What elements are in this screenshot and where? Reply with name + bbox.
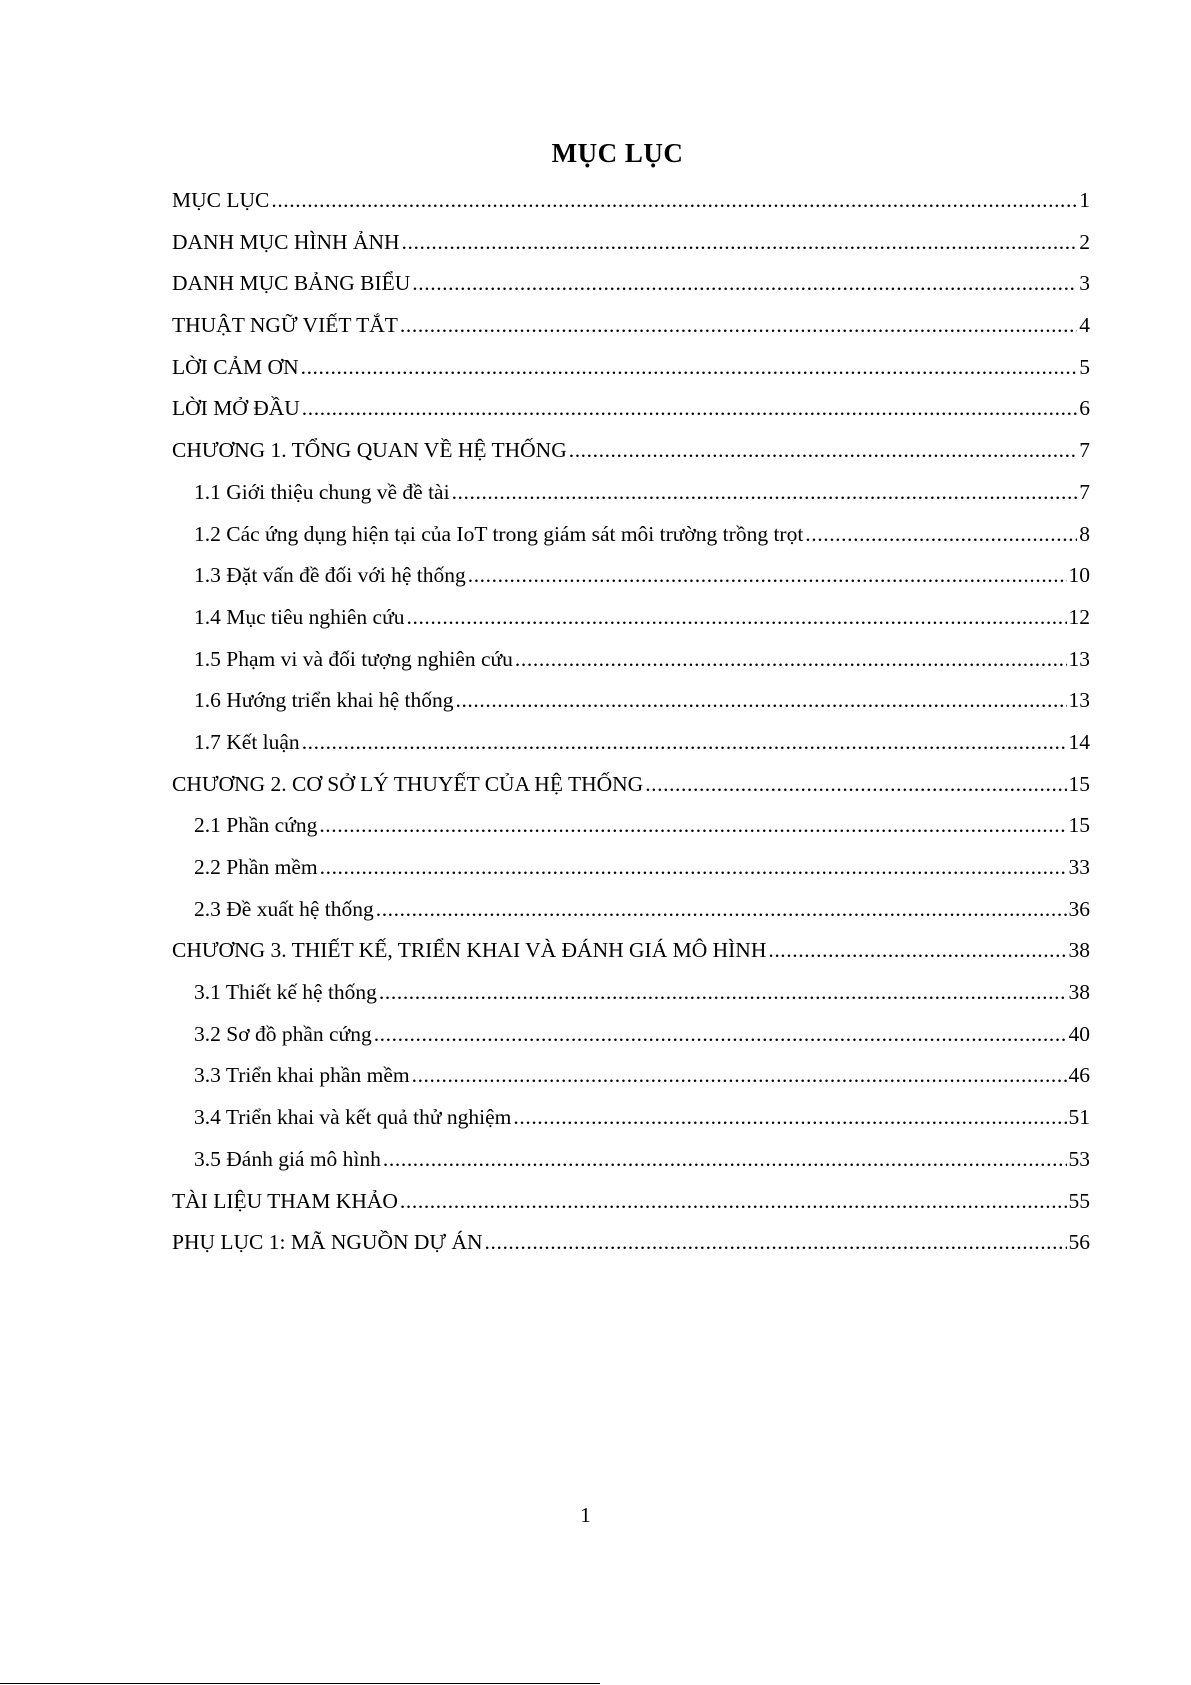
toc-entry-page: 5 [1079, 354, 1090, 379]
toc-entry-page: 40 [1068, 1021, 1090, 1046]
toc-entry-label: 1.5 Phạm vi và đối tượng nghiên cứu [194, 646, 513, 671]
toc-entry[interactable] [172, 894, 1090, 936]
toc-entry-label: 3.2 Sơ đồ phần cứng [194, 1021, 372, 1046]
toc-entry[interactable] [172, 185, 1090, 227]
toc-entry-label: 3.4 Triển khai và kết quả thử nghiệm [194, 1105, 512, 1130]
toc-entry-page: 10 [1068, 563, 1090, 588]
toc-entry-page: 55 [1068, 1188, 1090, 1213]
toc-entry-label: 2.2 Phần mềm [194, 855, 318, 879]
page-title: MỤC LỤC [551, 138, 684, 168]
toc-dot-leader [455, 685, 1066, 715]
toc-entry-label: CHƯƠNG 3. THIẾT KẾ, TRIỂN KHAI VÀ ĐÁNH GIÁ MÔ HÌNH [172, 938, 767, 963]
toc-entry-page: 2 [1079, 229, 1090, 254]
toc-entry-page: 1 [1079, 188, 1090, 212]
toc-entry[interactable] [172, 935, 1090, 977]
toc-entry-page: 53 [1068, 1146, 1090, 1171]
toc-dot-leader [376, 894, 1067, 924]
toc-entry[interactable] [172, 352, 1090, 394]
toc-entry[interactable] [172, 1102, 1090, 1144]
toc-entry-label: 3.3 Triển khai phần mềm [194, 1063, 410, 1088]
toc-dot-leader [320, 852, 1067, 882]
toc-entry-page: 3 [1079, 271, 1090, 296]
toc-dot-leader [271, 185, 1077, 215]
toc-entry-page: 38 [1068, 938, 1090, 963]
toc-entry-page: 7 [1079, 479, 1090, 504]
toc-dot-leader [302, 393, 1077, 423]
toc-dot-leader [301, 352, 1078, 382]
toc-entry-page: 12 [1068, 604, 1090, 629]
toc-entry-page: 4 [1079, 313, 1090, 338]
toc-dot-leader [402, 227, 1078, 257]
toc-entry-label: 1.1 Giới thiệu chung về đề tài [194, 479, 450, 504]
toc-entry-label: 2.1 Phần cứng [194, 813, 318, 838]
toc-dot-leader [400, 1186, 1067, 1216]
toc-entry-label: CHƯƠNG 1. TỔNG QUAN VỀ HỆ THỐNG [172, 438, 567, 463]
toc-dot-leader [569, 435, 1078, 465]
toc-dot-leader [412, 268, 1077, 298]
toc-entry-label: DANH MỤC BẢNG BIỂU [172, 271, 411, 296]
toc-entry-label: THUẬT NGỮ VIẾT TẮT [172, 313, 398, 338]
toc-entry-label: 1.4 Mục tiêu nghiên cứu [194, 604, 405, 629]
toc-entry-label: TÀI LIỆU THAM KHẢO [172, 1188, 398, 1213]
table-of-contents [172, 185, 1090, 1269]
toc-entry-label: 2.3 Đề xuất hệ thống [194, 896, 374, 921]
toc-dot-leader [805, 519, 1077, 549]
toc-entry[interactable] [172, 435, 1090, 477]
toc-entry-page: 46 [1068, 1063, 1090, 1088]
toc-entry[interactable] [172, 977, 1090, 1019]
toc-entry[interactable] [172, 1227, 1090, 1269]
toc-dot-leader [302, 727, 1067, 757]
toc-entry[interactable] [172, 560, 1090, 602]
footer-divider [0, 1683, 600, 1684]
toc-dot-leader [379, 977, 1067, 1007]
toc-entry-label: 3.1 Thiết kế hệ thống [194, 980, 377, 1005]
toc-entry-page: 14 [1068, 729, 1090, 754]
toc-entry-label: CHƯƠNG 2. CƠ SỞ LÝ THUYẾT CỦA HỆ THỐNG [172, 771, 644, 796]
toc-dot-leader [400, 310, 1077, 340]
toc-entry[interactable] [172, 602, 1090, 644]
toc-entry-label: 3.5 Đánh giá mô hình [194, 1146, 381, 1171]
toc-dot-leader [374, 1019, 1067, 1049]
toc-entry-page: 56 [1068, 1230, 1090, 1255]
toc-entry-label: 1.7 Kết luận [194, 729, 300, 754]
toc-entry[interactable] [172, 477, 1090, 519]
toc-entry[interactable] [172, 310, 1090, 352]
toc-entry-page: 15 [1068, 771, 1090, 796]
toc-dot-leader [768, 935, 1066, 965]
toc-dot-leader [485, 1227, 1067, 1257]
page-number: 1 [580, 1503, 591, 1527]
toc-dot-leader [319, 810, 1066, 840]
toc-dot-leader [645, 769, 1066, 799]
toc-dot-leader [515, 644, 1067, 674]
toc-entry-page: 36 [1068, 896, 1090, 921]
toc-entry[interactable] [172, 393, 1090, 435]
toc-entry-label: 1.2 Các ứng dụng hiện tại của IoT trong giám sát môi trường trồng trọt [194, 521, 804, 546]
toc-entry[interactable] [172, 227, 1090, 269]
toc-entry-page: 7 [1079, 438, 1090, 463]
toc-entry-page: 13 [1068, 688, 1090, 713]
toc-entry-label: PHỤ LỤC 1: MÃ NGUỒN DỰ ÁN [172, 1230, 483, 1255]
toc-entry-page: 33 [1068, 855, 1090, 879]
toc-entry-page: 13 [1068, 646, 1090, 671]
toc-entry-page: 38 [1068, 980, 1090, 1005]
toc-dot-leader [383, 1144, 1067, 1174]
toc-entry[interactable] [172, 685, 1090, 727]
toc-entry-page: 8 [1079, 521, 1090, 546]
toc-entry-label: LỜI CẢM ƠN [172, 354, 299, 379]
toc-entry-page: 6 [1079, 396, 1090, 421]
toc-entry[interactable] [172, 769, 1090, 811]
toc-entry-page: 51 [1068, 1105, 1090, 1130]
toc-entry[interactable] [172, 268, 1090, 310]
toc-entry[interactable] [172, 852, 1090, 894]
toc-dot-leader [452, 477, 1078, 507]
toc-entry[interactable] [172, 727, 1090, 769]
toc-entry-label: MỤC LỤC [172, 188, 270, 212]
toc-entry[interactable] [172, 1019, 1090, 1061]
toc-dot-leader [513, 1102, 1066, 1132]
toc-entry[interactable] [172, 810, 1090, 852]
toc-entry-label: 1.3 Đặt vấn đề đối với hệ thống [194, 563, 466, 588]
toc-dot-leader [407, 602, 1067, 632]
toc-entry-page: 15 [1068, 813, 1090, 838]
toc-entry-label: LỜI MỞ ĐẦU [172, 396, 300, 421]
toc-entry[interactable] [172, 519, 1090, 561]
toc-entry-label: 1.6 Hướng triển khai hệ thống [194, 688, 454, 713]
toc-entry[interactable] [172, 1186, 1090, 1228]
toc-entry-label: DANH MỤC HÌNH ẢNH [172, 229, 400, 254]
toc-dot-leader [412, 1060, 1067, 1090]
toc-entry[interactable] [172, 1144, 1090, 1186]
toc-dot-leader [468, 560, 1067, 590]
toc-entry[interactable] [172, 644, 1090, 686]
toc-entry[interactable] [172, 1060, 1090, 1102]
